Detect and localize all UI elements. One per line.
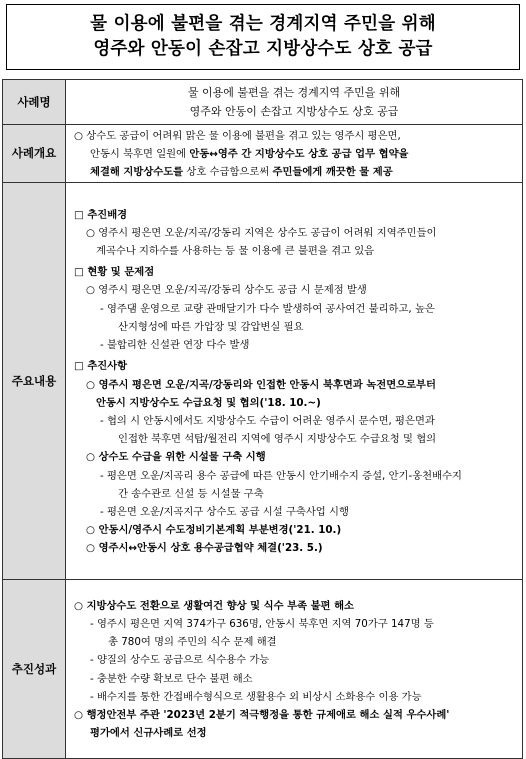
overview-highlight: 주민들에게 깨끗한 물 제공: [272, 166, 393, 179]
background-heading: □ 추진배경: [74, 208, 128, 221]
results-line: ○ 지방상수도 전환으로 생활여건 향상 및 식수 부족 불편 해소: [74, 599, 354, 612]
case-name-line-1: 물 이용에 불편을 겪는 경계지역 주민을 위해: [187, 86, 401, 99]
results-line: 총 780여 명의 주민의 식수 문제 해결: [108, 636, 277, 649]
results-line: 평가에서 신규사례로 선정: [90, 727, 207, 740]
title-line-1: 물 이용에 불편을 겪는 경계지역 주민을 위해: [90, 14, 436, 34]
background-line: 계곡수나 지하수를 사용하는 등 물 이용에 큰 불편을 겪고 있음: [96, 245, 375, 258]
overview-text: 상호 수급함으로써: [183, 166, 273, 179]
overview-cell: [66, 125, 523, 183]
progress-line: ○ 영주시↔안동시 상호 용수공급협약 체결('23. 5.): [86, 542, 323, 555]
progress-line: ○ 안동시/영주시 수도정비기본계획 부분변경('21. 10.): [86, 524, 342, 537]
main-content-label: 주요내용: [3, 182, 66, 579]
status-line: - 불합리한 신설관 연장 다수 발생: [100, 339, 250, 352]
case-name-line-2: 영주와 안동이 손잡고 지방상수도 상호 공급: [189, 105, 399, 118]
progress-line: - 협의 시 안동시에서도 지방상수도 수급이 어려운 영주시 문수면, 평은면과: [100, 414, 435, 427]
progress-line: 인접한 북후면 석탑/월전리 지역에 영주시 지방상수도 수급요청 및 협의: [118, 433, 437, 446]
overview-row: [3, 125, 523, 183]
progress-line: ○ 영주시 평은면 오운/지곡/강동리와 인접한 안동시 북후면과 녹전면으로부터: [86, 378, 436, 391]
progress-line: 간 송수관로 신설 등 시설물 구축: [118, 487, 264, 500]
status-heading: □ 현황 및 문제점: [74, 266, 155, 279]
progress-line: 안동시 지방상수도 수급요청 및 협의('18. 10.~): [96, 396, 321, 409]
progress-line: - 평은면 오운/지곡리 용수 공급에 따른 안동시 안기배수지 증설, 안기-옹천배수지: [100, 469, 462, 482]
overview-text: 안동시 북후면 일원에: [90, 148, 190, 161]
results-line: - 배수지를 통한 간접배수형식으로 생활용수 외 비상시 소화용수 이용 가능: [90, 690, 422, 703]
status-line: 산지형성에 따른 가압장 및 감압변실 필요: [118, 320, 304, 333]
results-line: ○ 행정안전부 주관 '2023년 2분기 적극행정을 통한 규제애로 해소 실적 우수사례': [74, 709, 450, 722]
overview-line-1: ○ 상수도 공급이 어려워 맑은 물 이용에 불편을 겪고 있는 영주시 평은면,: [74, 130, 401, 142]
overview-line-2: [74, 145, 516, 163]
results-line: - 충분한 수량 확보로 단수 불편 해소: [90, 672, 253, 685]
progress-line: - 평은면 오운/지곡지구 상수도 공급 시설 구축사업 시행: [100, 505, 349, 518]
case-table: [2, 79, 523, 759]
status-line: ○ 영주시 평은면 오운/지곡/강동리 상수도 공급 시 문제점 발생: [86, 284, 367, 297]
results-line: - 양질의 상수도 공급으로 식수용수 가능: [90, 654, 270, 667]
case-name-cell: [66, 80, 523, 125]
case-name-row: [3, 80, 523, 125]
results-line: - 영주시 평은면 지역 374가구 636명, 안동시 북후면 지역 70가구 147명 등: [90, 618, 434, 630]
main-content-cell: [66, 182, 523, 579]
results-label: 추진성과: [3, 579, 66, 758]
background-line: ○ 영주시 평은면 오운/지곡/강동리 지역은 상수도 공급이 어려워 지역주민들이: [86, 226, 437, 239]
overview-line-3: [74, 163, 516, 181]
progress-line: ○ 상수도 수급을 위한 시설물 구축 시행: [86, 451, 266, 464]
overview-highlight: 체결해 지방상수도를: [90, 166, 184, 179]
title-box: [6, 4, 520, 70]
progress-heading: □ 추진사항: [74, 360, 128, 373]
case-name-label: 사례명: [3, 80, 66, 125]
main-content-row: [3, 182, 523, 579]
overview-highlight: 안동↔영주 간 지방상수도 상호 공급 업무 협약을: [189, 148, 409, 161]
title-line-2: 영주와 안동이 손잡고 지방상수도 상호 공급: [93, 39, 433, 59]
status-line: - 영주댐 운영으로 교량 관매달기가 다수 발생하여 공사여건 불리하고, 높은: [100, 302, 435, 315]
results-row: [3, 579, 523, 758]
results-cell: [66, 579, 523, 758]
overview-label: 사례개요: [3, 125, 66, 183]
